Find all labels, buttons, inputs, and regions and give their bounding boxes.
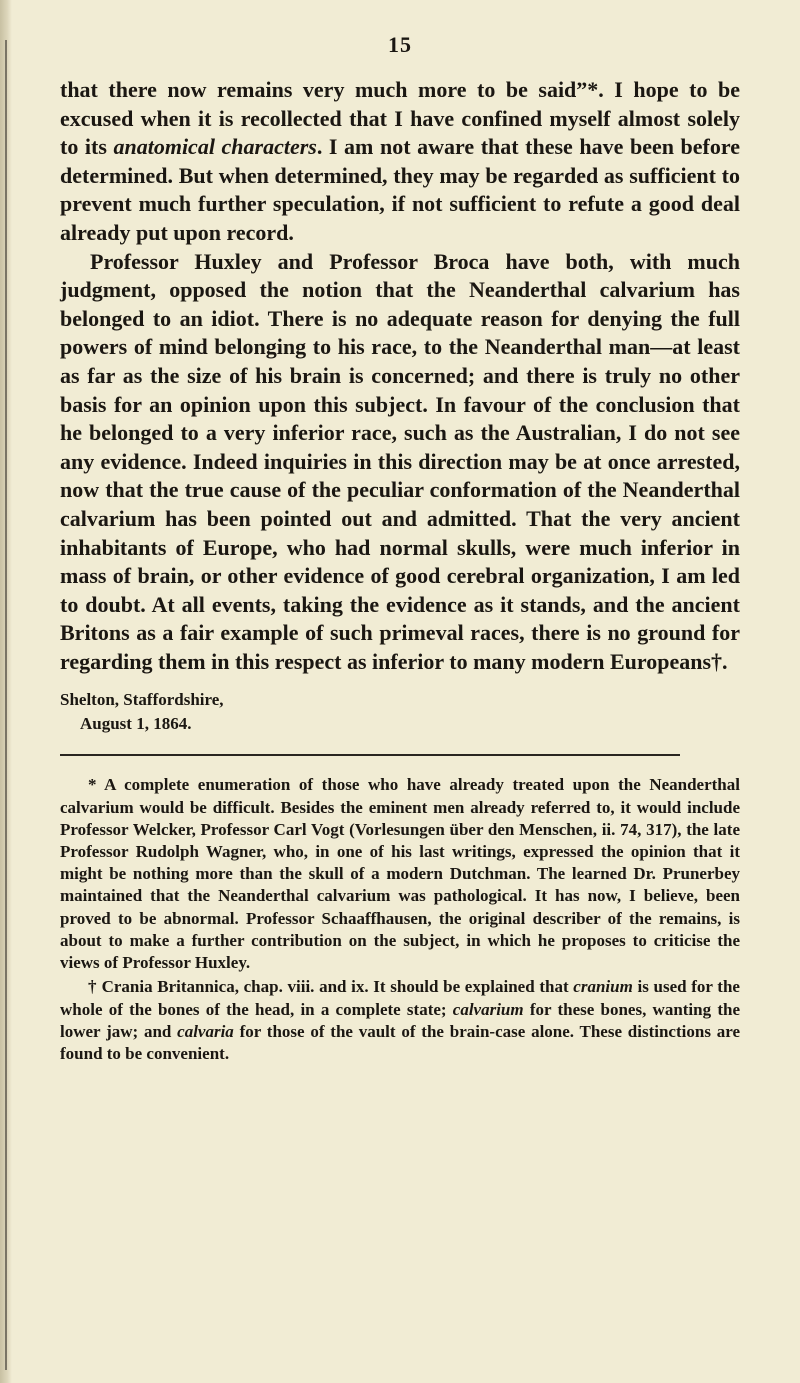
paragraph-2: Professor Huxley and Professor Broca have both, with much judgment, opposed the notion that the Neanderthal calvarium has belonged to an idiot. There is no adequate reason for denying the full powers of mind belonging to his race, to the Neanderthal man—at least as far as the size of his brain is concerned; and there is truly no other basis for an opinion upon this subject. In favour of the conclusion that he belonged to a very inferior race, such as the Australian, I do not see any evidence. Indeed inquiries in this direction may be at once arrested, now that the true cause of the peculiar conformation of the Neanderthal calvarium has been pointed out and admitted. That the very ancient inhabitants of Europe, who had normal skulls, were much inferior in mass of brain, or other evidence of good cerebral organization, I am led to doubt. At all events, taking the evidence as it stands, and the ancient Britons as a fair example of such primeval races, there is no ground for regarding them in this respect as inferior to many modern Europeans†. <box>60 248 740 674</box>
paragraph-1-emphasis: anatomical characters <box>113 134 317 160</box>
footnote-dagger-part-d: for those of the vault of the brain-case alone. These distinctions are found to be convenient. <box>60 1021 740 1063</box>
term-cranium: cranium <box>573 977 633 997</box>
term-calvaria: calvaria <box>177 1021 234 1041</box>
footnotes <box>60 774 740 1065</box>
paragraph-1 <box>60 76 740 248</box>
signoff <box>60 688 740 736</box>
paragraph-1-part-b: . I am not aware that these have been before determined. But when determined, they may be regarded as sufficient to prevent much further speculation, if not sufficient to refute a good deal already put upon record. <box>60 134 741 245</box>
footnote-dagger <box>60 976 740 1065</box>
signoff-place: Shelton, Staffordshire, <box>60 690 224 710</box>
page-binding-edge <box>0 0 12 1383</box>
footnote-dagger-part-c: for these bones, wanting the lower jaw; and <box>60 999 740 1041</box>
signoff-date: August 1, 1864. <box>80 714 192 734</box>
main-text <box>60 76 740 676</box>
footnote-divider <box>60 754 680 756</box>
term-calvarium: calvarium <box>452 999 524 1019</box>
binding-line <box>5 40 7 1370</box>
footnote-asterisk: * A complete enumeration of those who have already treated upon the Neanderthal calvarium would be difficult. Besides the eminent men already referred to, it would include Professor Welcker, Professor Carl Vogt (Vorlesungen über den Menschen, ii. 74, 317), the late Professor Rudolph Wagner, who, in one of his last writings, expressed the opinion that it might be nothing more than the skull of a modern Dutchman. The learned Dr. Prunerbey maintained that the Neanderthal calvarium was pathological. It has now, I believe, been proved to be abnormal. Professor Schaaffhausen, the original describer of the remains, is about to make a further contribution on the subject, in which he proposes to criticise the views of Professor Huxley. <box>60 775 740 973</box>
footnote-dagger-part-b: is used for the whole of the bones of the head, in a complete state; <box>60 977 740 1019</box>
paragraph-1-part-a: that there now remains very much more to be said”*. I hope to be excused when it is recollected that I have confined myself almost solely to its <box>60 77 740 160</box>
book-page <box>60 24 740 1065</box>
footnote-dagger-part-a: † Crania Britannica, chap. viii. and ix. It should be explained that <box>88 977 574 997</box>
page-number: 15 <box>388 32 412 57</box>
